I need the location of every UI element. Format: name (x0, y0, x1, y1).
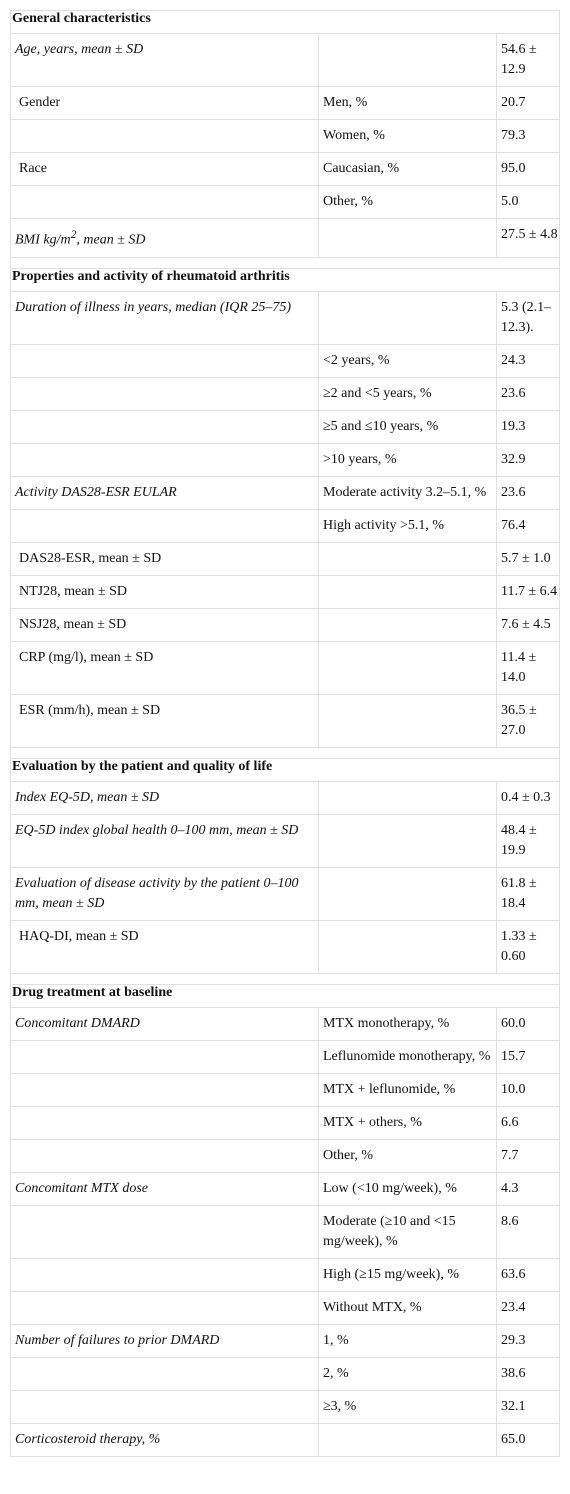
row-sublabel (319, 1423, 497, 1456)
section-title-drug: Drug treatment at baseline (11, 984, 560, 1007)
table-row (11, 219, 560, 258)
table-row (11, 509, 560, 542)
bmi-label-text: BMI kg/m (15, 232, 71, 248)
row-label: Concomitant MTX dose (11, 1172, 319, 1205)
row-label: DAS28-ESR, mean ± SD (11, 542, 319, 575)
table-row (11, 410, 560, 443)
table-row (11, 443, 560, 476)
row-value: 20.7 (497, 87, 560, 120)
table-row (11, 867, 560, 920)
table-row (11, 1324, 560, 1357)
row-value: 32.9 (497, 443, 560, 476)
row-label (11, 410, 319, 443)
table-row (11, 1423, 560, 1456)
row-value: 36.5 ± 27.0 (497, 694, 560, 747)
row-sublabel (319, 867, 497, 920)
row-label (11, 1106, 319, 1139)
row-value: 8.6 (497, 1205, 560, 1258)
row-value: 7.7 (497, 1139, 560, 1172)
table-row (11, 575, 560, 608)
row-value: 60.0 (497, 1007, 560, 1040)
row-label: Index EQ-5D, mean ± SD (11, 781, 319, 814)
row-sublabel (319, 920, 497, 973)
spacer-cell (11, 257, 560, 268)
characteristics-table-container (10, 10, 559, 1457)
row-sublabel (319, 814, 497, 867)
spacer-cell (11, 973, 560, 984)
table-row (11, 814, 560, 867)
row-value: 11.7 ± 6.4 (497, 575, 560, 608)
row-value: 29.3 (497, 1324, 560, 1357)
row-sublabel (319, 641, 497, 694)
row-label (11, 186, 319, 219)
row-label (11, 377, 319, 410)
table-row (11, 641, 560, 694)
table-row (11, 120, 560, 153)
row-sublabel: High (≥15 mg/week), % (319, 1258, 497, 1291)
section-header-row (11, 758, 560, 781)
row-value: 23.6 (497, 377, 560, 410)
row-label (11, 1390, 319, 1423)
row-sublabel: ≥5 and ≤10 years, % (319, 410, 497, 443)
row-label (11, 344, 319, 377)
section-title-ra: Properties and activity of rheumatoid arthritis (11, 268, 560, 291)
row-value: 19.3 (497, 410, 560, 443)
row-sublabel (319, 291, 497, 344)
row-sublabel (319, 575, 497, 608)
row-label: Gender (11, 87, 319, 120)
section-title-general: General characteristics (11, 11, 560, 34)
table-row (11, 542, 560, 575)
table-row (11, 34, 560, 87)
row-label (11, 443, 319, 476)
row-sublabel: High activity >5.1, % (319, 509, 497, 542)
table-row (11, 694, 560, 747)
row-label (11, 120, 319, 153)
row-sublabel: MTX + others, % (319, 1106, 497, 1139)
row-value: 38.6 (497, 1357, 560, 1390)
row-value: 11.4 ± 14.0 (497, 641, 560, 694)
row-sublabel: MTX monotherapy, % (319, 1007, 497, 1040)
row-sublabel: Caucasian, % (319, 153, 497, 186)
bmi-label-suffix: , mean ± SD (76, 232, 146, 248)
row-sublabel: Other, % (319, 1139, 497, 1172)
table-row (11, 1357, 560, 1390)
row-label: Age, years, mean ± SD (11, 34, 319, 87)
table-row (11, 1390, 560, 1423)
row-value: 48.4 ± 19.9 (497, 814, 560, 867)
row-sublabel (319, 608, 497, 641)
row-value: 5.3 (2.1–12.3). (497, 291, 560, 344)
row-sublabel (319, 694, 497, 747)
bmi-label-superscript: 2 (70, 228, 77, 241)
row-sublabel: Moderate (≥10 and <15 mg/week), % (319, 1205, 497, 1258)
table-row (11, 186, 560, 219)
row-value: 1.33 ± 0.60 (497, 920, 560, 973)
section-title-patient: Evaluation by the patient and quality of life (11, 758, 560, 781)
table-row (11, 1258, 560, 1291)
row-value: 23.4 (497, 1291, 560, 1324)
row-label (11, 1205, 319, 1258)
row-value: 23.6 (497, 476, 560, 509)
row-value: 61.8 ± 18.4 (497, 867, 560, 920)
spacer-row (11, 257, 560, 268)
row-label: Activity DAS28-ESR EULAR (11, 476, 319, 509)
row-value: 7.6 ± 4.5 (497, 608, 560, 641)
baseline-characteristics-table (10, 10, 560, 1457)
row-label: Number of failures to prior DMARD (11, 1324, 319, 1357)
row-value: 65.0 (497, 1423, 560, 1456)
row-sublabel: Other, % (319, 186, 497, 219)
row-sublabel: Men, % (319, 87, 497, 120)
row-label (11, 1357, 319, 1390)
table-row (11, 1040, 560, 1073)
table-row (11, 1139, 560, 1172)
table-row (11, 1007, 560, 1040)
table-row (11, 476, 560, 509)
row-sublabel: Leflunomide monotherapy, % (319, 1040, 497, 1073)
row-label: Duration of illness in years, median (IQR 25–75) (11, 291, 319, 344)
row-sublabel: 1, % (319, 1324, 497, 1357)
table-row (11, 87, 560, 120)
row-label: NTJ28, mean ± SD (11, 575, 319, 608)
table-row (11, 344, 560, 377)
row-label-bmi (11, 219, 319, 258)
row-value: 10.0 (497, 1073, 560, 1106)
row-label: HAQ-DI, mean ± SD (11, 920, 319, 973)
row-value: 76.4 (497, 509, 560, 542)
spacer-cell (11, 747, 560, 758)
row-label: Race (11, 153, 319, 186)
table-row (11, 608, 560, 641)
row-label (11, 1139, 319, 1172)
row-sublabel: ≥2 and <5 years, % (319, 377, 497, 410)
table-row (11, 1073, 560, 1106)
row-label: CRP (mg/l), mean ± SD (11, 641, 319, 694)
row-sublabel (319, 781, 497, 814)
section-header-row (11, 268, 560, 291)
table-row (11, 153, 560, 186)
row-sublabel: MTX + leflunomide, % (319, 1073, 497, 1106)
row-sublabel: <2 years, % (319, 344, 497, 377)
spacer-row (11, 747, 560, 758)
row-label: Concomitant DMARD (11, 1007, 319, 1040)
row-value: 6.6 (497, 1106, 560, 1139)
table-row (11, 781, 560, 814)
row-value: 32.1 (497, 1390, 560, 1423)
row-value: 5.7 ± 1.0 (497, 542, 560, 575)
row-value: 54.6 ± 12.9 (497, 34, 560, 87)
table-row (11, 1172, 560, 1205)
row-label: NSJ28, mean ± SD (11, 608, 319, 641)
row-label (11, 1073, 319, 1106)
row-label (11, 509, 319, 542)
row-sublabel (319, 542, 497, 575)
row-sublabel: Low (<10 mg/week), % (319, 1172, 497, 1205)
row-value: 15.7 (497, 1040, 560, 1073)
table-row (11, 1106, 560, 1139)
row-sublabel: Moderate activity 3.2–5.1, % (319, 476, 497, 509)
row-label: Evaluation of disease activity by the patient 0–100 mm, mean ± SD (11, 867, 319, 920)
row-label (11, 1258, 319, 1291)
table-row (11, 1291, 560, 1324)
row-value: 95.0 (497, 153, 560, 186)
row-value: 63.6 (497, 1258, 560, 1291)
table-row (11, 377, 560, 410)
row-label: Corticosteroid therapy, % (11, 1423, 319, 1456)
row-label (11, 1040, 319, 1073)
table-row (11, 291, 560, 344)
spacer-row (11, 973, 560, 984)
row-value: 4.3 (497, 1172, 560, 1205)
section-header-row (11, 11, 560, 34)
row-value: 24.3 (497, 344, 560, 377)
row-sublabel: >10 years, % (319, 443, 497, 476)
table-row (11, 920, 560, 973)
row-sublabel (319, 219, 497, 258)
row-value: 5.0 (497, 186, 560, 219)
row-sublabel: 2, % (319, 1357, 497, 1390)
row-value: 79.3 (497, 120, 560, 153)
row-label (11, 1291, 319, 1324)
row-sublabel: Without MTX, % (319, 1291, 497, 1324)
row-value: 0.4 ± 0.3 (497, 781, 560, 814)
row-sublabel (319, 34, 497, 87)
row-label: EQ-5D index global health 0–100 mm, mean ± SD (11, 814, 319, 867)
row-value: 27.5 ± 4.8 (497, 219, 560, 258)
row-sublabel: Women, % (319, 120, 497, 153)
table-row (11, 1205, 560, 1258)
section-header-row (11, 984, 560, 1007)
row-label: ESR (mm/h), mean ± SD (11, 694, 319, 747)
row-sublabel: ≥3, % (319, 1390, 497, 1423)
